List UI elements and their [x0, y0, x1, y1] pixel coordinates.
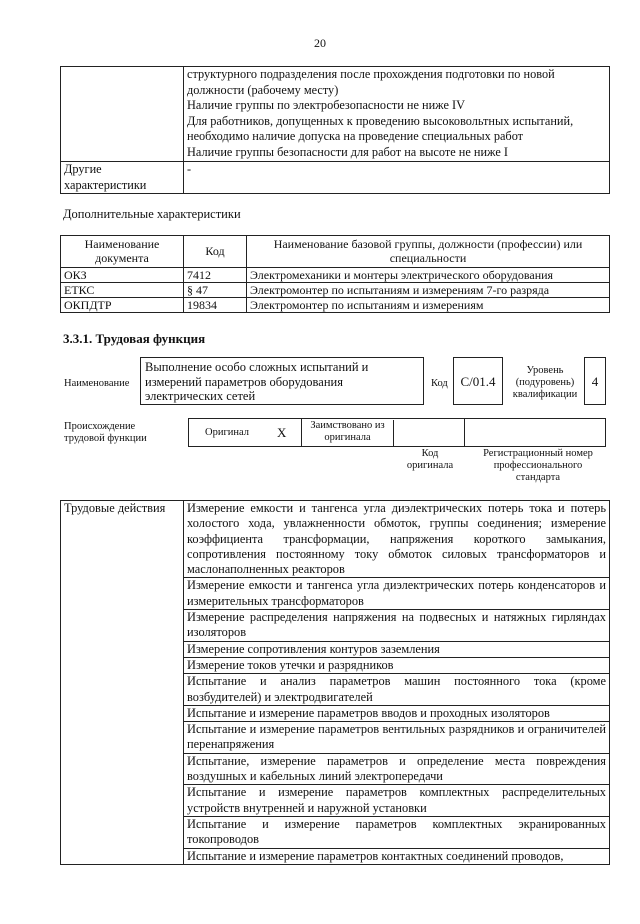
function-name-box: Выполнение особо сложных испытаний и измерений параметров оборудования электрических сетей: [140, 357, 424, 405]
labor-action-item: Измерение сопротивления контуров заземления: [184, 641, 610, 657]
requirement-line: должности (рабочему месту): [187, 82, 339, 97]
col-header-code: Код: [184, 236, 247, 268]
table-row: ЕТКС § 47 Электромонтер по испытаниям и измерениям 7-го разряда: [61, 283, 610, 298]
name-label: Наименование: [64, 378, 130, 389]
other-characteristics-value: -: [184, 162, 610, 194]
qualification-level-box: 4: [584, 357, 606, 405]
requirement-line: необходимо наличие допуска на проведение специальных работ: [187, 129, 524, 143]
additional-characteristics-title: Дополнительные характеристики: [63, 207, 241, 221]
qualification-level-label: Уровень (подуровень) квалификации: [512, 365, 578, 400]
labor-action-item: Испытание и измерение параметров контактных соединений проводов,: [184, 848, 610, 864]
registration-number-label: Регистрационный номер профессионального стандарта: [483, 448, 593, 483]
labor-action-item: Испытание, измерение параметров и определение места повреждения воздушных и кабельных линий электропередачи: [184, 753, 610, 785]
labor-action-item: Испытание и измерение параметров вентильных разрядников и ограничителей перенапряжения: [184, 722, 610, 754]
page-number: 20: [314, 36, 326, 50]
requirement-line: Для работников, допущенных к проведению высоковольтных испытаний,: [187, 113, 574, 128]
borrowed-cell: Заимствовано из оригинала: [302, 420, 394, 446]
table-row: ОКПДТР 19834 Электромонтер по испытаниям и измерениям: [61, 298, 610, 313]
col-header-document: Наименование документа: [61, 236, 184, 268]
additional-characteristics-table: [60, 235, 610, 313]
labor-actions-label: Трудовые действия: [61, 501, 184, 865]
empty-cell: [61, 67, 184, 162]
labor-action-item: Измерение емкости и тангенса угла диэлектрических потерь тока и потерь холостого хода, увлажненности обмоток, группы соединения; измерение коэффициента трансформации, напряжения короткого замыкания, сопротивления постоянному току обмоток силовых трансформаторов и маслонаполненных реакторов: [184, 501, 610, 578]
labor-actions-table: [60, 500, 610, 865]
labor-action-item: Испытание и измерение параметров комплектных экранированных токопроводов: [184, 816, 610, 848]
requirements-text: [184, 67, 610, 162]
labor-action-item: Испытание и измерение параметров вводов и проходных изоляторов: [184, 705, 610, 721]
labor-action-item: Испытание и измерение параметров комплектных распределительных устройств внутренней и наружной установки: [184, 785, 610, 817]
labor-action-item: Испытание и анализ параметров машин постоянного тока (кроме возбудителей) и электродвигателей: [184, 674, 610, 706]
labor-action-item: Измерение емкости и тангенса угла диэлектрических потерь конденсаторов и измерительных трансформаторов: [184, 578, 610, 610]
labor-action-item: Измерение распределения напряжения на подвесных и натяжных гирляндах изоляторов: [184, 610, 610, 642]
labor-action-item: Измерение токов утечки и разрядников: [184, 657, 610, 673]
original-mark: X: [277, 425, 287, 440]
section-title: 3.3.1. Трудовая функция: [63, 331, 206, 346]
function-code-box: C/01.4: [453, 357, 503, 405]
original-code-label: Код оригинала: [406, 448, 454, 471]
other-characteristics-label: Другие характеристики: [61, 162, 184, 194]
col-header-name: Наименование базовой группы, должности (профессии) или специальности: [247, 236, 610, 268]
requirement-line: Наличие группы по электробезопасности не ниже IV: [187, 98, 465, 112]
original-code-cell: [394, 419, 465, 446]
original-cell: Оригинал X: [189, 419, 302, 446]
table-row: ОКЗ 7412 Электромеханики и монтеры электрического оборудования: [61, 268, 610, 283]
qualification-requirements-table: [60, 66, 610, 194]
code-label: Код: [431, 378, 448, 389]
requirement-line: структурного подразделения после прохождения подготовки по новой: [187, 67, 555, 81]
requirement-line: Наличие группы безопасности для работ на высоте не ниже I: [187, 144, 508, 159]
origin-label: Происхождение трудовой функции: [64, 421, 147, 444]
origin-row: [188, 418, 606, 447]
